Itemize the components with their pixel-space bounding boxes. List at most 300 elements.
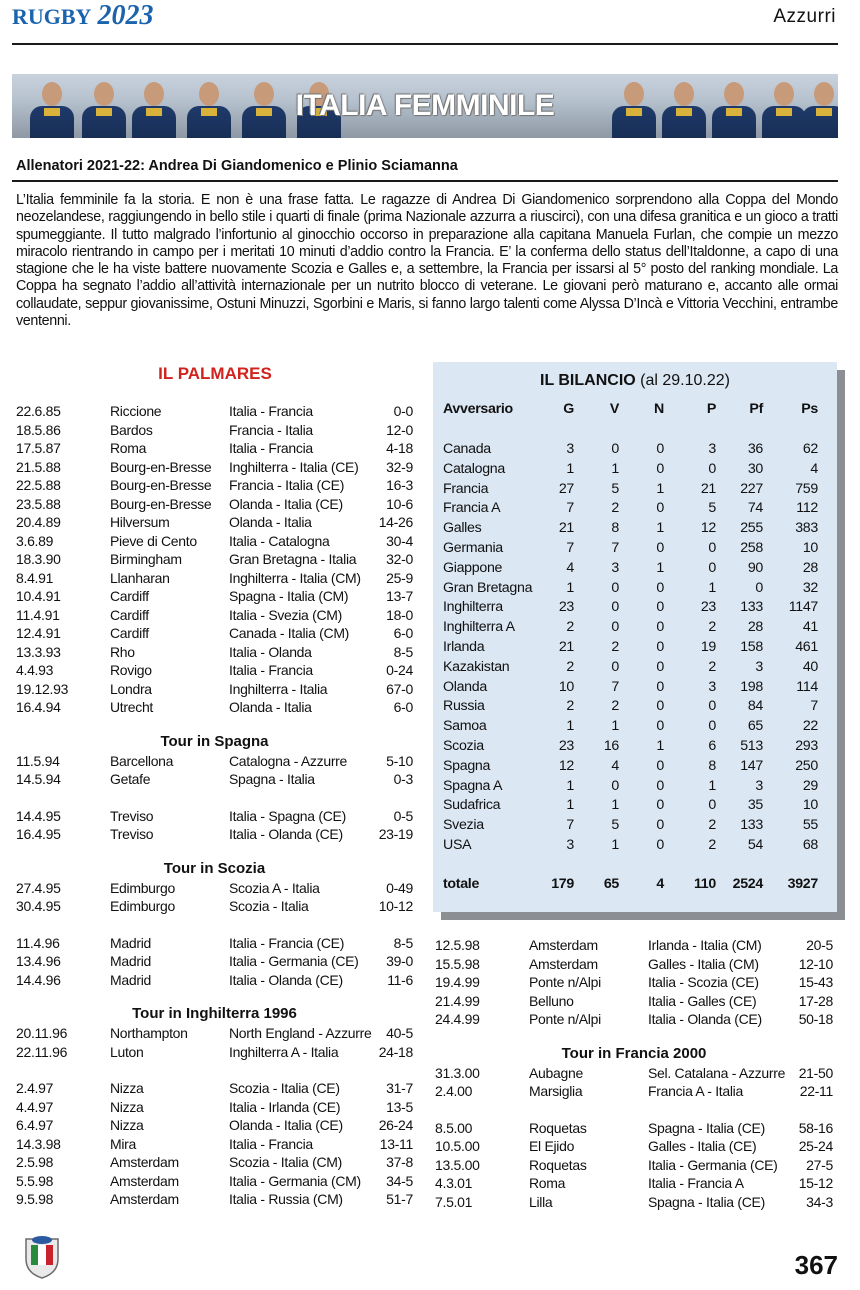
match-teams: Italia - Russia (CM): [229, 1191, 343, 1207]
bilancio-row: [443, 678, 827, 698]
match-date: 14.3.98: [16, 1135, 61, 1152]
bilancio-cell-value: 0: [611, 619, 619, 636]
match-row: [435, 992, 833, 1010]
bilancio-cell-value: 3927: [787, 876, 818, 892]
bilancio-cell-name: Catalogna: [443, 460, 505, 477]
bilancio-cell-value: 0: [611, 441, 619, 457]
match-teams: Italia - Francia (CE): [229, 934, 345, 951]
match-teams: Italia - Svezia (CM): [229, 606, 343, 623]
bilancio-row: [443, 499, 827, 519]
match-score: 58-16: [798, 1119, 833, 1136]
bilancio-cell-value: 7: [566, 817, 574, 834]
intro-paragraph: L’Italia femminile fa la storia. E non è una frase fatta. Le ragazze di Andrea Di Giandomenico sorprendono alla Coppa del Mondo neozelandese, raggiungendo in bello stile i quarti di finale (prima Nazionale azzurra a riuscirci), con una difesa granitica e un gioco a tratti spumeggiante. Il tutto malgrado l’infortunio al ginocchio occorso in preparazione alla capitana Manuela Furlan, che compie un mezzo miracolo rientrando in campo per i meritati 10 minuti d’addio contro la Francia. E’ la conferma dello status dell’Italdonne, a capo di una stagione che le ha viste battere nuovamente Scozia e Galles e, a settembre, la Francia per issarsi al 5° posto del ranking mondiale. La Coppa ha segnato l’addio all’attività internazionale per un nutrito blocco di veterane. Le giovani però maturano e, accanto alle ormai collaudate, seppur giovanissime, Ostuni Minuzzi, Sgorbini e Maris, si fanno largo talenti come Alyssa D’Incà e Vittoria Vecchini, entrambe ventenni.: [16, 192, 838, 330]
match-score: 51-7: [386, 1191, 413, 1207]
match-teams: Italia - Germania (CE): [648, 1156, 778, 1173]
match-date: 27.4.95: [16, 879, 61, 896]
bilancio-cell-value: 112: [796, 500, 818, 517]
match-row: [435, 936, 833, 954]
match-row: [16, 971, 413, 989]
bilancio-date: (al 29.10.22): [640, 372, 730, 389]
match-teams: Italia - Olanda (CE): [648, 1011, 762, 1027]
bilancio-cell-value: 2: [566, 619, 574, 636]
match-date: 17.5.87: [16, 440, 61, 456]
match-venue: Lilla: [529, 1193, 553, 1210]
bilancio-cell-value: 2: [708, 817, 716, 834]
match-score: 22-11: [799, 1083, 833, 1099]
match-score: 26-24: [378, 1117, 413, 1133]
match-row: [16, 532, 413, 550]
bilancio-cell-value: 74: [747, 500, 763, 517]
bilancio-cell-name: Francia A: [443, 500, 501, 517]
bilancio-cell-value: 41: [802, 619, 818, 636]
bilancio-row: [443, 717, 827, 737]
match-score: 6-0: [393, 699, 413, 715]
match-teams: Italia - Spagna (CE): [229, 807, 346, 824]
match-date: 2.4.00: [435, 1083, 473, 1099]
match-row: [16, 1043, 413, 1061]
match-teams: Olanda - Italia (CE): [229, 495, 343, 512]
match-venue: Marsiglia: [529, 1083, 583, 1099]
bilancio-cell-value: 55: [802, 817, 818, 834]
bilancio-cell-value: 5: [708, 500, 716, 517]
bilancio-cell-name: Samoa: [443, 718, 487, 735]
match-row: [16, 495, 413, 513]
match-score: 15-43: [798, 974, 833, 990]
bilancio-cell-value: 3: [708, 441, 716, 457]
bilancio-cell-value: 2524: [732, 876, 763, 892]
bilancio-cell-value: 133: [740, 817, 763, 834]
match-row: [16, 476, 413, 494]
match-teams: Francia - Italia: [229, 421, 313, 438]
match-date: 20.4.89: [16, 514, 61, 530]
match-date: 2.5.98: [16, 1154, 54, 1170]
match-date: 11.4.96: [16, 934, 60, 951]
bilancio-cell-value: 0: [656, 500, 664, 517]
palmares-subheading: Tour in Scozia: [163, 859, 266, 877]
match-date: 13.3.93: [16, 643, 61, 660]
bilancio-cell-value: 133: [740, 599, 763, 616]
match-date: 16.4.94: [16, 699, 61, 715]
match-date: 24.4.99: [435, 1011, 480, 1027]
match-row: [435, 1010, 833, 1028]
match-score: 23-19: [378, 826, 413, 842]
match-score: 14-26: [378, 514, 413, 530]
match-score: 0-49: [386, 879, 413, 896]
palmares-subheading: Tour in Francia 2000: [561, 1044, 707, 1062]
bilancio-cell-value: N: [654, 401, 664, 417]
bilancio-cell-value: 759: [795, 480, 818, 497]
match-teams: Italia - Germania (CM): [229, 1172, 361, 1189]
bilancio-cell-name: Avversario: [443, 401, 513, 417]
match-row: [435, 955, 833, 973]
palmares-title: IL PALMARES: [158, 364, 272, 383]
match-row: [16, 1098, 413, 1116]
bilancio-cell-value: 147: [740, 757, 763, 774]
bilancio-cell-value: 65: [747, 718, 763, 735]
match-row: [16, 569, 413, 587]
bilancio-cell-value: 7: [611, 540, 619, 556]
match-teams: Inghilterra - Italia (CM): [229, 569, 361, 586]
bilancio-row: [443, 658, 827, 678]
match-score: 31-7: [386, 1080, 413, 1096]
match-date: 4.4.93: [16, 662, 54, 678]
bilancio-cell-name: totale: [443, 876, 480, 892]
bilancio-cell-value: 7: [566, 540, 574, 556]
match-teams: Italia - Irlanda (CE): [229, 1098, 341, 1115]
bilancio-cell-value: 65: [603, 876, 619, 892]
match-teams: Scozia - Italia (CM): [229, 1154, 343, 1170]
match-teams: Italia - Olanda: [229, 643, 312, 660]
match-venue: Nizza: [110, 1098, 144, 1115]
match-row: [16, 879, 413, 897]
bilancio-cell-name: Scozia: [443, 738, 484, 754]
match-venue: Treviso: [110, 807, 154, 824]
match-venue: Pieve di Cento: [110, 532, 197, 549]
match-date: 30.4.95: [16, 898, 61, 914]
match-score: 34-3: [806, 1193, 833, 1210]
match-venue: Mira: [110, 1135, 137, 1152]
bilancio-cell-value: 198: [740, 678, 763, 695]
match-teams: Italia - Scozia (CE): [648, 974, 759, 990]
match-venue: Roma: [529, 1175, 566, 1191]
match-venue: El Ejido: [529, 1138, 575, 1154]
bilancio-cell-value: 3: [755, 777, 763, 794]
bilancio-row: [443, 816, 827, 836]
match-score: 18-0: [386, 606, 413, 623]
match-score: 21-50: [798, 1064, 833, 1081]
bilancio-cell-value: 0: [656, 797, 664, 814]
bilancio-row: [443, 460, 827, 480]
match-date: 22.5.88: [16, 477, 61, 493]
match-date: 11.4.91: [16, 606, 60, 623]
bilancio-cell-value: 0: [656, 698, 664, 715]
bilancio-cell-value: 0: [656, 599, 664, 616]
match-row: [16, 421, 413, 439]
bilancio-cell-value: 3: [755, 658, 763, 675]
bilancio-cell-value: 30: [747, 460, 763, 477]
match-row: [16, 550, 413, 568]
coaches-line: Allenatori 2021-22: Andrea Di Giandomenico e Plinio Sciamanna: [16, 158, 458, 174]
bilancio-cell-value: 1: [611, 837, 619, 853]
match-date: 12.5.98: [435, 937, 480, 953]
match-row: [16, 1116, 413, 1134]
bilancio-cell-value: 4: [566, 559, 574, 576]
match-teams: Olanda - Italia: [229, 699, 312, 715]
match-row: [16, 825, 413, 843]
match-venue: Barcellona: [110, 752, 174, 769]
match-row: [435, 1156, 833, 1174]
match-teams: Spagna - Italia (CE): [648, 1193, 765, 1210]
match-score: 0-3: [393, 771, 413, 787]
section-label: Azzurri: [773, 6, 836, 27]
match-date: 3.6.89: [16, 532, 54, 549]
bilancio-cell-value: 21: [558, 639, 574, 655]
match-date: 14.4.95: [16, 807, 61, 824]
match-venue: Amsterdam: [529, 955, 598, 972]
bilancio-cell-value: Pf: [749, 401, 763, 417]
match-teams: Italia - Olanda (CE): [229, 826, 343, 842]
match-venue: Getafe: [110, 771, 151, 787]
match-date: 7.5.01: [435, 1193, 473, 1210]
page-number: 367: [794, 1250, 838, 1280]
bilancio-cell-value: 114: [796, 678, 818, 695]
match-score: 32-0: [386, 551, 413, 567]
bilancio-cell-name: Svezia: [443, 817, 484, 834]
bilancio-cell-value: 1: [611, 460, 619, 477]
match-teams: Italia - Francia: [229, 403, 313, 419]
match-venue: Ponte n/Alpi: [529, 974, 601, 990]
match-teams: Gran Bretagna - Italia: [229, 551, 357, 567]
match-score: 6-0: [393, 625, 413, 641]
bilancio-cell-name: Irlanda: [443, 639, 485, 655]
bilancio-cell-value: 2: [708, 658, 716, 675]
match-venue: Bourg-en-Bresse: [110, 477, 212, 493]
match-row: [435, 1119, 833, 1137]
match-teams: Italia - Francia: [229, 662, 313, 678]
bilancio-cell-value: 1: [566, 777, 574, 794]
bilancio-cell-name: Francia: [443, 480, 489, 497]
bilancio-cell-value: 22: [802, 718, 818, 735]
bilancio-cell-value: P: [706, 401, 716, 417]
bilancio-cell-name: Inghilterra: [443, 599, 503, 616]
match-score: 8-5: [393, 643, 413, 660]
match-venue: Roma: [110, 440, 147, 456]
match-score: 30-4: [386, 532, 413, 549]
match-score: 12-0: [386, 421, 413, 438]
match-row: [16, 661, 413, 679]
match-score: 4-18: [386, 440, 413, 456]
bilancio-header-row: [443, 400, 827, 420]
bilancio-cell-value: 1: [708, 579, 716, 596]
match-row: [435, 1064, 833, 1082]
match-score: 39-0: [386, 953, 413, 969]
bilancio-cell-value: 0: [656, 658, 664, 675]
match-teams: Canada - Italia (CM): [229, 625, 350, 641]
bilancio-cell-value: 2: [708, 837, 716, 853]
bilancio-cell-value: 383: [795, 520, 818, 537]
match-date: 23.5.88: [16, 495, 61, 512]
match-teams: Sel. Catalana - Azzurre: [648, 1064, 786, 1081]
bilancio-cell-value: 0: [755, 579, 763, 596]
bilancio-cell-value: 0: [611, 579, 619, 596]
match-date: 12.4.91: [16, 625, 61, 641]
match-date: 16.4.95: [16, 826, 61, 842]
bilancio-cell-value: 0: [656, 579, 664, 596]
match-row: [16, 1024, 413, 1042]
match-row: [16, 587, 413, 605]
bilancio-cell-value: 1: [566, 460, 574, 477]
bilancio-cell-value: 10: [558, 678, 574, 695]
match-date: 15.5.98: [435, 955, 480, 972]
match-venue: Belluno: [529, 992, 574, 1009]
bilancio-cell-value: 4: [611, 757, 619, 774]
match-teams: Spagna - Italia (CE): [648, 1119, 765, 1136]
bilancio-row: [443, 638, 827, 658]
publication-year: 2023: [97, 0, 154, 31]
match-row: [16, 934, 413, 952]
bilancio-cell-value: 1147: [788, 599, 818, 616]
match-teams: Francia A - Italia: [648, 1083, 743, 1099]
match-date: 13.5.00: [435, 1156, 480, 1173]
match-row: [16, 952, 413, 970]
match-teams: Scozia - Italia (CE): [229, 1080, 340, 1096]
match-row: [16, 1079, 413, 1097]
match-date: 18.5.86: [16, 421, 61, 438]
match-row: [16, 807, 413, 825]
match-teams: Spagna - Italia (CM): [229, 588, 349, 604]
bilancio-cell-value: 3: [611, 559, 619, 576]
match-venue: Bourg-en-Bresse: [110, 495, 212, 512]
palmares-subheading: Tour in Spagna: [160, 732, 269, 750]
match-teams: Scozia A - Italia: [229, 879, 320, 896]
bilancio-cell-name: Inghilterra A: [443, 619, 515, 636]
match-venue: Londra: [110, 680, 152, 697]
bilancio-cell-value: 10: [802, 540, 818, 556]
bilancio-cell-value: 0: [656, 817, 664, 834]
match-date: 10.5.00: [435, 1138, 480, 1154]
match-teams: Italia - Francia: [229, 1135, 313, 1152]
match-venue: Llanharan: [110, 569, 170, 586]
bilancio-cell-value: 0: [708, 718, 716, 735]
bilancio-cell-value: 0: [611, 777, 619, 794]
match-date: 8.5.00: [435, 1119, 473, 1136]
match-score: 12-10: [798, 955, 833, 972]
match-score: 16-3: [386, 477, 413, 493]
match-teams: Olanda - Italia (CE): [229, 1117, 343, 1133]
bilancio-cell-name: Galles: [443, 520, 482, 537]
match-row: [435, 973, 833, 991]
bilancio-cell-value: 1: [566, 579, 574, 596]
match-venue: Birmingham: [110, 551, 182, 567]
bilancio-cell-value: 21: [700, 480, 716, 497]
match-score: 67-0: [386, 680, 413, 697]
bilancio-heading: IL BILANCIO: [540, 372, 636, 389]
match-teams: Francia - Italia (CE): [229, 477, 345, 493]
bilancio-cell-value: 0: [708, 559, 716, 576]
bilancio-cell-value: 1: [611, 718, 619, 735]
match-teams: Italia - Francia: [229, 440, 313, 456]
bilancio-cell-value: 6: [708, 738, 716, 754]
match-date: 20.11.96: [16, 1025, 68, 1041]
match-row: [16, 1153, 413, 1171]
bilancio-cell-value: 227: [740, 480, 763, 497]
bilancio-cell-name: Olanda: [443, 678, 487, 695]
match-score: 13-5: [386, 1098, 413, 1115]
match-date: 22.6.85: [16, 403, 61, 419]
match-date: 5.5.98: [16, 1172, 54, 1189]
banner-title: ITALIA FEMMINILE: [295, 89, 555, 122]
bilancio-cell-value: 90: [747, 559, 763, 576]
match-date: 22.11.96: [16, 1043, 68, 1060]
bilancio-cell-value: 84: [747, 698, 763, 715]
match-venue: Treviso: [110, 826, 154, 842]
match-teams: Inghilterra - Italia (CE): [229, 458, 359, 475]
bilancio-row: [443, 618, 827, 638]
match-row: [16, 1172, 413, 1190]
match-score: 27-5: [806, 1156, 833, 1173]
bilancio-cell-name: Kazakistan: [443, 658, 510, 675]
bilancio-cell-value: 1: [656, 559, 664, 576]
bilancio-cell-value: 1: [656, 520, 664, 537]
bilancio-cell-name: Sudafrica: [443, 797, 501, 814]
match-row: [16, 624, 413, 642]
bilancio-cell-value: 29: [802, 777, 818, 794]
bilancio-row: [443, 598, 827, 618]
match-venue: Amsterdam: [110, 1154, 179, 1170]
bilancio-row: [443, 777, 827, 797]
match-score: 20-5: [806, 937, 833, 953]
match-date: 6.4.97: [16, 1117, 54, 1133]
match-score: 0-5: [393, 807, 413, 824]
match-score: 25-24: [798, 1138, 833, 1154]
match-row: [16, 439, 413, 457]
match-venue: Edimburgo: [110, 898, 176, 914]
bilancio-cell-value: 255: [740, 520, 763, 537]
match-venue: Bardos: [110, 421, 153, 438]
coaches-divider: [12, 180, 838, 182]
match-date: 31.3.00: [435, 1064, 480, 1081]
bilancio-row: [443, 737, 827, 757]
match-venue: Nizza: [110, 1080, 144, 1096]
match-row: [16, 458, 413, 476]
bilancio-cell-value: 35: [747, 797, 763, 814]
match-teams: Italia - Galles (CE): [648, 992, 757, 1009]
bilancio-cell-value: 0: [656, 639, 664, 655]
bilancio-cell-value: 32: [802, 579, 818, 596]
bilancio-title: [433, 372, 837, 390]
publication-name: RUGBY: [12, 4, 92, 29]
bilancio-row: [443, 796, 827, 816]
bilancio-cell-value: 7: [810, 698, 818, 715]
match-teams: Italia - Germania (CE): [229, 953, 359, 969]
match-score: 13-7: [386, 588, 413, 604]
bilancio-cell-name: Russia: [443, 698, 485, 715]
bilancio-cell-value: 258: [740, 540, 763, 556]
match-venue: Luton: [110, 1043, 144, 1060]
bilancio-cell-value: 5: [611, 480, 619, 497]
match-row: [16, 698, 413, 716]
bilancio-cell-name: USA: [443, 837, 472, 853]
match-teams: Galles - Italia (CE): [648, 1138, 757, 1154]
bilancio-cell-value: 0: [708, 698, 716, 715]
match-date: 14.4.96: [16, 971, 61, 988]
bilancio-cell-value: 0: [656, 718, 664, 735]
match-score: 32-9: [386, 458, 413, 475]
bilancio-cell-value: 513: [740, 738, 763, 754]
bilancio-cell-name: Spagna A: [443, 777, 503, 794]
match-row: [16, 1190, 413, 1208]
bilancio-cell-value: 0: [656, 837, 664, 853]
match-score: 37-8: [386, 1154, 413, 1170]
bilancio-cell-value: 10: [802, 797, 818, 814]
bilancio-cell-value: 1: [656, 738, 664, 754]
bilancio-cell-value: 8: [708, 757, 716, 774]
banner-photo: [12, 74, 838, 138]
match-venue: Edimburgo: [110, 879, 176, 896]
bilancio-cell-value: 16: [603, 738, 619, 754]
match-venue: Bourg-en-Bresse: [110, 458, 212, 475]
bilancio-cell-value: 2: [611, 698, 619, 715]
bilancio-row: [443, 757, 827, 777]
match-date: 21.4.99: [435, 992, 480, 1009]
bilancio-row: [443, 697, 827, 717]
match-venue: Riccione: [110, 403, 162, 419]
match-teams: Catalogna - Azzurre: [229, 752, 348, 769]
bilancio-cell-value: 250: [795, 757, 818, 774]
bilancio-total-row: [443, 875, 827, 895]
bilancio-cell-value: 0: [656, 619, 664, 636]
match-venue: Aubagne: [529, 1064, 583, 1081]
